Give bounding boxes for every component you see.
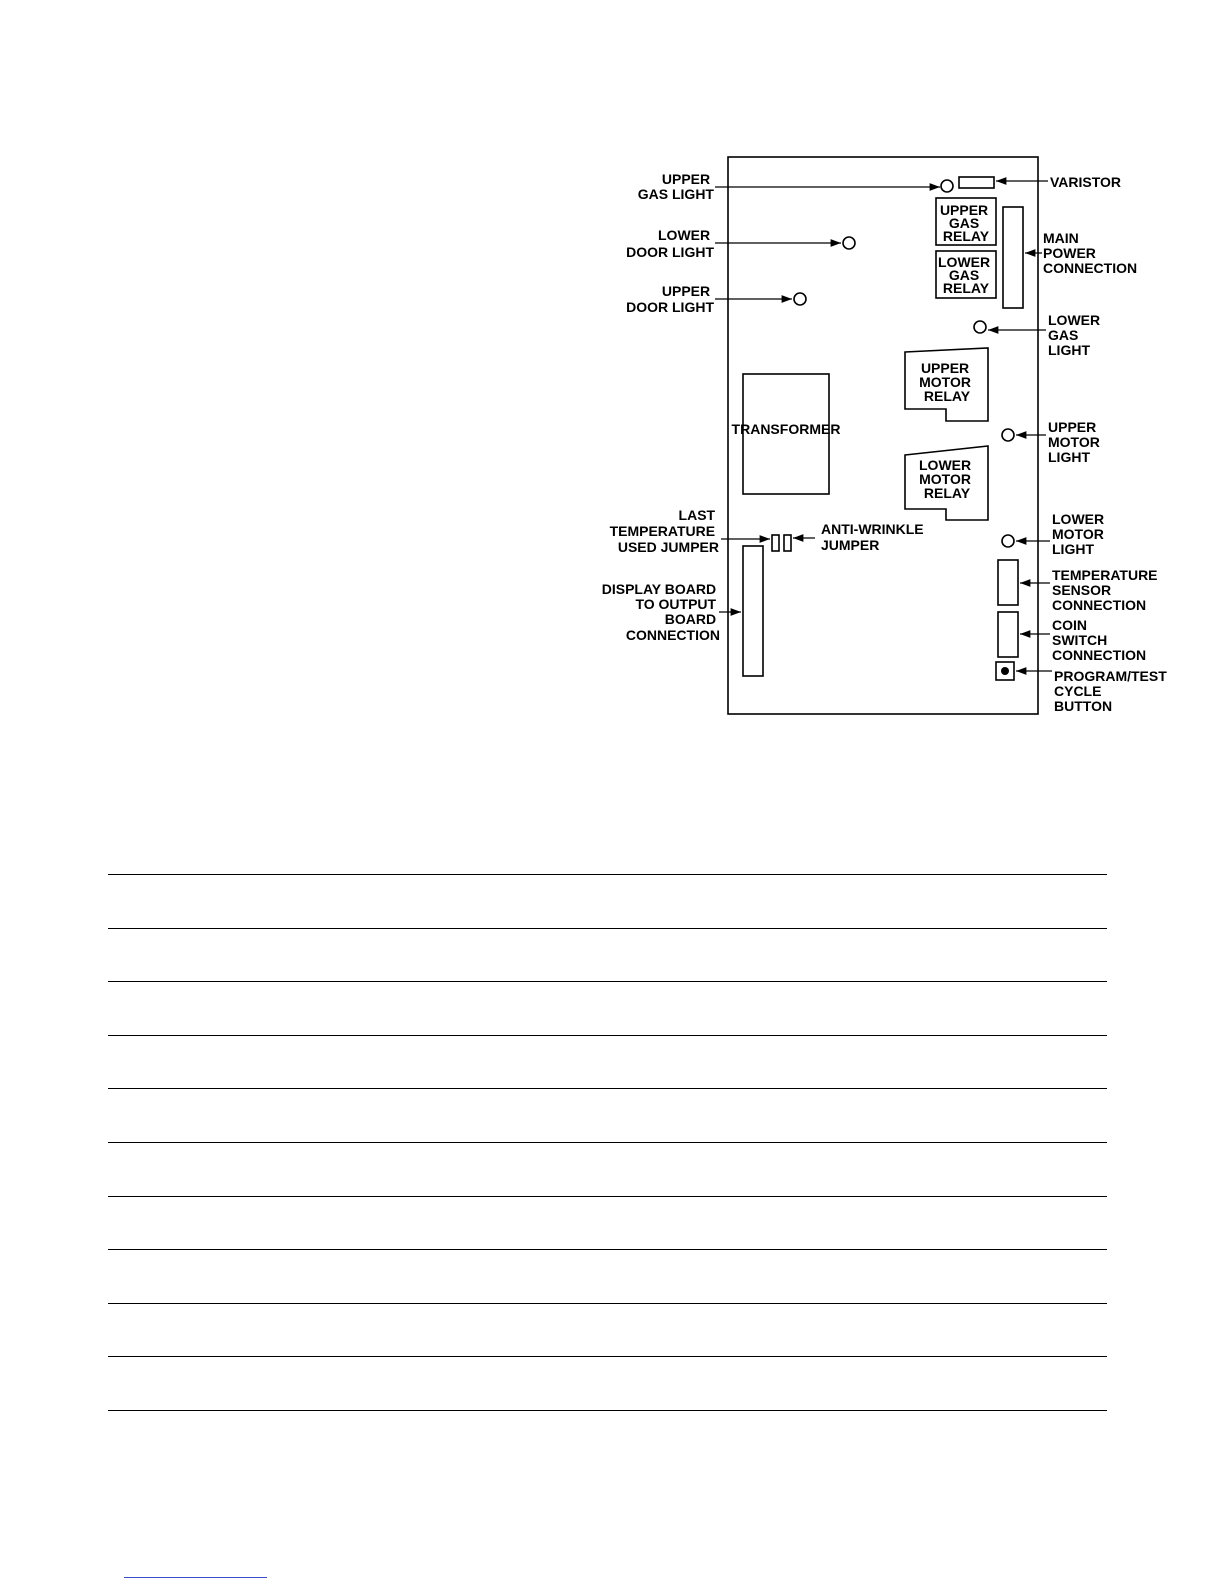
blank-line <box>108 981 1107 982</box>
display-board-connector <box>743 546 763 676</box>
lower-door-light-led <box>843 237 855 249</box>
blank-line <box>108 1196 1107 1197</box>
varistor-label: VARISTOR <box>1050 174 1122 190</box>
blank-line <box>108 1249 1107 1250</box>
anti-wrinkle-jumper-pin <box>784 535 791 551</box>
blank-line <box>108 1142 1107 1143</box>
blank-line <box>108 1088 1107 1089</box>
upper-door-light-led <box>794 293 806 305</box>
program-test-button-dot[interactable] <box>1001 667 1009 675</box>
lower-gas-relay-label: LOWER GAS RELAY <box>938 254 991 296</box>
last-temp-jumper-label: LAST TEMPERATURE USED JUMPER <box>609 507 719 555</box>
upper-gas-light-led <box>941 180 953 192</box>
temp-sensor-connector <box>998 560 1018 605</box>
coin-switch-conn-label: COIN SWITCH CONNECTION <box>1052 617 1147 663</box>
blank-line <box>108 1303 1107 1304</box>
upper-motor-relay-label: UPPER MOTOR RELAY <box>919 360 971 404</box>
upper-door-light-label: UPPER DOOR LIGHT <box>626 283 714 315</box>
temp-sensor-conn-label: TEMPERATURE SENSOR CONNECTION <box>1052 567 1158 613</box>
main-power-conn-label: MAIN POWER CONNECTION <box>1043 230 1138 276</box>
varistor-component <box>959 177 994 188</box>
last-temp-jumper-pin <box>772 535 779 551</box>
footer-link-underline <box>124 1577 267 1578</box>
blank-line <box>108 874 1107 875</box>
lower-motor-relay-label: LOWER MOTOR RELAY <box>919 457 972 501</box>
main-power-connector <box>1003 207 1023 308</box>
upper-gas-light-label: UPPER GAS LIGHT <box>637 171 714 202</box>
lower-motor-light-led <box>1002 535 1014 547</box>
anti-wrinkle-jumper-label: ANTI-WRINKLE JUMPER <box>821 521 924 553</box>
program-test-button-label: PROGRAM/TEST CYCLE BUTTON <box>1054 668 1167 714</box>
blank-line <box>108 1410 1107 1411</box>
blank-line <box>108 928 1107 929</box>
coin-switch-connector <box>998 612 1018 657</box>
upper-gas-relay-label: UPPER GAS RELAY <box>939 202 990 244</box>
blank-line <box>108 1356 1107 1357</box>
lower-gas-light-label: LOWER GAS LIGHT <box>1048 312 1101 358</box>
lower-motor-light-label: LOWER MOTOR LIGHT <box>1052 511 1105 557</box>
lower-gas-light-led <box>974 321 986 333</box>
lower-door-light-label: LOWER DOOR LIGHT <box>626 227 714 260</box>
upper-motor-light-label: UPPER MOTOR LIGHT <box>1048 419 1100 465</box>
transformer-label: TRANSFORMER <box>731 421 841 437</box>
blank-line <box>108 1035 1107 1036</box>
display-board-conn-label: DISPLAY BOARD TO OUTPUT BOARD CONNECTION <box>601 581 720 643</box>
upper-motor-light-led <box>1002 429 1014 441</box>
